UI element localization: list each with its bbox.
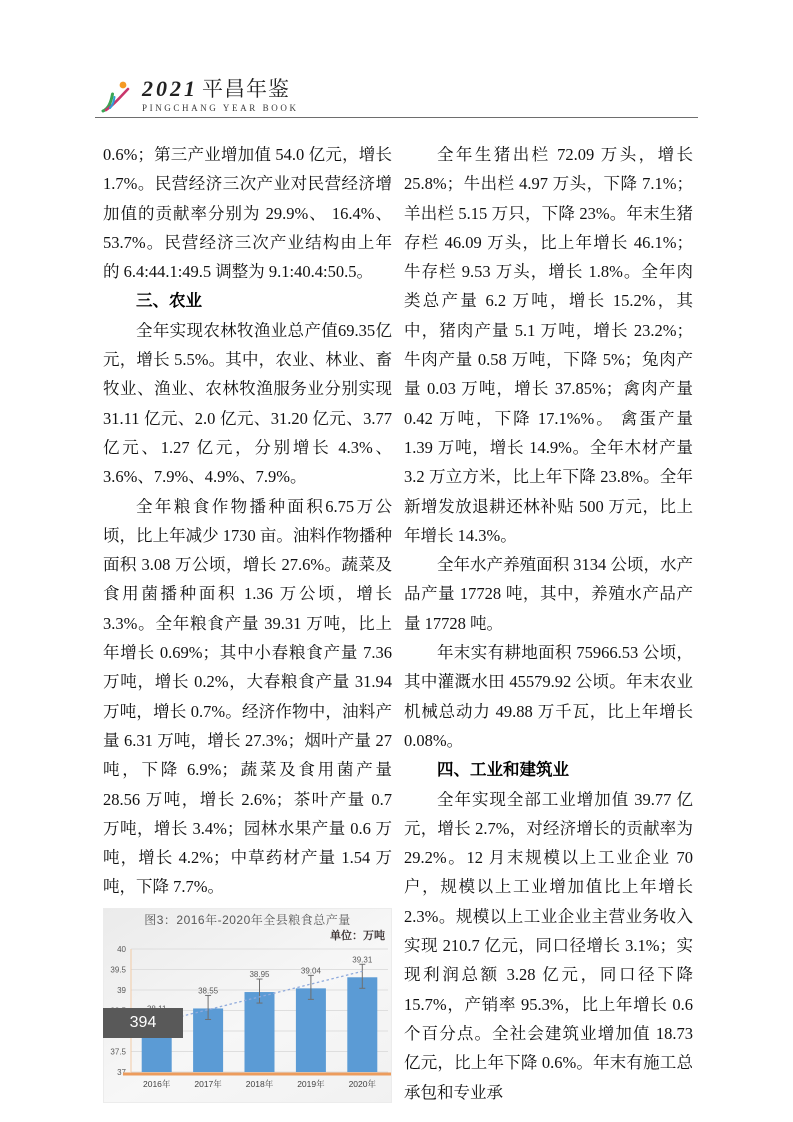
- right-column: [404, 140, 693, 1107]
- chart-title: 图3：2016年-2020年全县粮食总产量: [144, 912, 351, 927]
- chart-unit-label: 单位：万吨: [330, 929, 385, 942]
- yearbook-title-year: 2021: [142, 76, 198, 101]
- yearbook-subtitle: PINGCHANG YEAR BOOK: [142, 103, 299, 113]
- y-axis-tick-label: 39.5: [110, 965, 126, 975]
- page-number-badge: 394: [103, 1008, 183, 1038]
- yearbook-title: [142, 78, 299, 100]
- para-private-economy: 0.6%；第三产业增加值 54.0 亿元，增长 1.7%。民营经济三次产业对民营经济增加值的贡献率分别为 29.9%、 16.4%、 53.7%。民营经济三次产业结构由上年的 6.4:44.1:49.5 调整为 9.1:40.4:50.5。: [103, 145, 392, 282]
- chart-bar-label: 39.31: [352, 955, 373, 965]
- para-industry: 全年实现全部工业增加值 39.77 亿元，增长 2.7%，对经济增长的贡献率为 29.2%。12 月末规模以上工业企业 70 户，规模以上工业增加值比上年增长 2.3%。规模以上工业企业主营业务收入实现 210.7 亿元，同口径增长 3.1%；实现利润总额 3.28 亿元，同口径下降 15.7%，产销率 95.3%，比上年增长 0.6 个百分点。全社会建筑业增加值 18.73 亿元，比上年下降 0.6%。年末有施工总承包和专业承: [404, 789, 693, 1102]
- para-crops: 全年粮食作物播种面积6.75万公顷，比上年减少 1730 亩。油料作物播种面积 3.08 万公顷，增长 27.6%。蔬菜及食用菌播种面积 1.36 万公顷，增长 3.3%。全年粮食产量 39.31 万吨，比上年增长 0.69%；其中小春粮食产量 7.36 万吨，增长 0.2%，大春粮食产量 31.94 万吨，增长 0.7%。经济作物中，油料产量 6.31 万吨，增长 27.3%；烟叶产量 27 吨，下降 6.9%；蔬菜及食用菌产量 28.56 万吨，增长 2.6%；茶叶产量 0.7 万吨，增长 3.4%；园林水果产量 0.6 万吨，增长 4.2%；中草药材产量 1.54 万吨，下降 7.7%。: [103, 496, 392, 897]
- heading-agriculture: 三、农业: [136, 291, 202, 311]
- para-livestock: 全年生猪出栏 72.09 万头，增长 25.8%；牛出栏 4.97 万头，下降 7.1%；羊出栏 5.15 万只，下降 23%。年末生猪存栏 46.09 万头，比上年增长 46.1%；牛存栏 9.53 万头，增长 1.8%。全年肉类总产量 6.2 万吨，增长 15.2%，其中，猪肉产量 5.1 万吨，增长 23.2%；牛肉产量 0.58 万吨，下降 5%；兔肉产量 0.03 万吨，增长 37.85%；禽肉产量 0.42 万吨，下降 17.1%%。 禽蛋产量 1.39 万吨，增长 14.9%。全年木材产量 3.2 万立方米，比上年下降 23.8%。全年新增发放退耕还林补贴 500 万元，比上年增长 14.3%。: [404, 145, 693, 545]
- para-agriculture-output: 全年实现农林牧渔业总产值69.35亿元，增长 5.5%。其中，农业、林业、畜牧业、渔业、农林牧渔服务业分别实现 31.11 亿元、2.0 亿元、31.20 亿元、3.77 亿元、1.27 亿元，分别增长 4.3%、3.6%、7.9%、4.9%、7.9%。: [103, 320, 392, 487]
- y-axis-tick-label: 37: [117, 1067, 126, 1077]
- grain-output-figure: [103, 908, 392, 1103]
- yearbook-brand: [98, 78, 698, 116]
- x-axis-tick-label: 2018年: [245, 1078, 274, 1089]
- x-axis-tick-label: 2017年: [194, 1078, 222, 1089]
- y-axis-tick-label: 37.5: [110, 1047, 126, 1057]
- chart-bar-label: 38.55: [198, 986, 219, 996]
- page-header: [98, 78, 698, 116]
- yearbook-logo-icon: [98, 78, 136, 116]
- chart-bar-2020年: [347, 977, 377, 1072]
- yearbook-title-cn: 平昌年鉴: [202, 77, 290, 101]
- chart-bar-label: 38.95: [249, 969, 270, 979]
- x-axis-tick-label: 2016年: [142, 1078, 171, 1089]
- left-column: [103, 140, 392, 1103]
- para-farmland: 年末实有耕地面积 75966.53 公顷，其中灌溉水田 45579.92 公顷。年末农业机械总动力 49.88 万千瓦，比上年增长 0.08%。: [404, 643, 693, 750]
- brand-text: [142, 78, 299, 113]
- y-axis-tick-label: 39: [117, 985, 126, 995]
- header-divider: [95, 117, 698, 118]
- para-aquaculture: 全年水产养殖面积 3134 公顷，水产品产量 17728 吨，其中，养殖水产品产量 17728 吨。: [404, 555, 693, 633]
- y-axis-tick-label: 40: [117, 944, 126, 954]
- chart-bar-label: 39.04: [300, 966, 321, 976]
- x-axis-tick-label: 2019年: [297, 1078, 325, 1089]
- chart-bar-2019年: [296, 988, 326, 1072]
- chart-bar-2018年: [245, 992, 275, 1072]
- x-axis-tick-label: 2020年: [348, 1078, 377, 1089]
- heading-industry: 四、工业和建筑业: [437, 760, 569, 780]
